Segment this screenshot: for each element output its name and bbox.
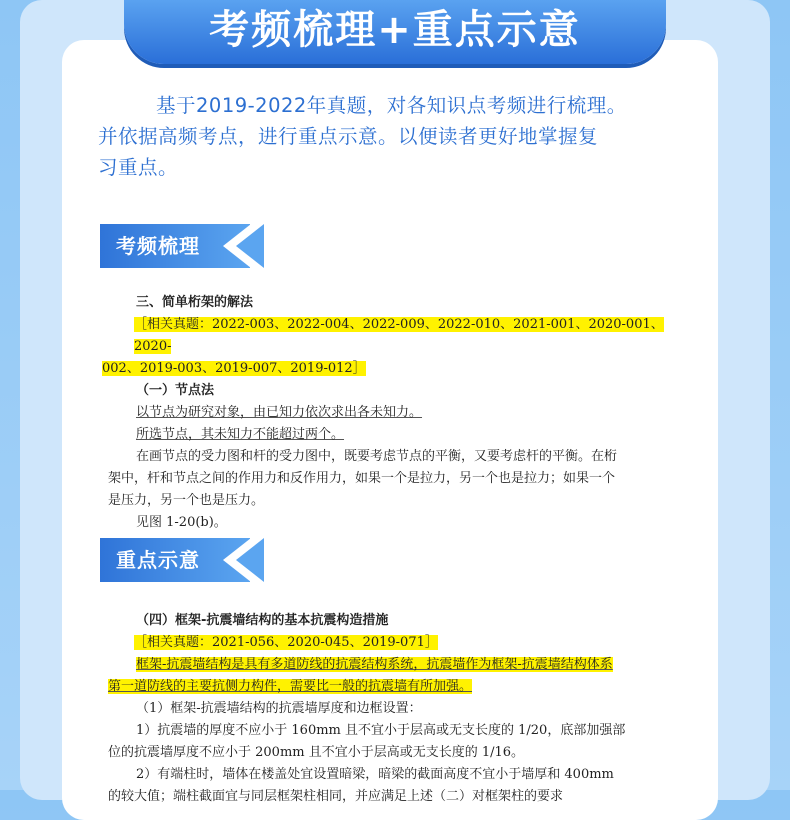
item-2a: 1）抗震墙的厚度不应小于 160mm 且不宜小于层高或无支长度的 1/20，底部加强部 [136, 723, 626, 738]
section2-heading: （四）框架-抗震墙结构的基本抗震构造措施 [136, 613, 389, 628]
intro-text [98, 90, 698, 183]
section1-subheading: （一）节点法 [136, 383, 215, 398]
item-3: 2）有端柱时，墙体在楼盖处宜设置暗梁，暗梁的截面高度不宜小于墙厚和 400mm [136, 767, 614, 782]
tag-key-points-label: 重点示意 [116, 548, 200, 572]
title-banner [124, 0, 666, 64]
doc-section-2 [108, 610, 688, 808]
banner-title: 考频梳理+重点示意 [209, 7, 581, 53]
intro-line-1: 基于2019-2022年真题，对各知识点考频进行梳理。 [156, 94, 627, 117]
intro-line-2: 并依据高频考点，进行重点示意。以便读者更好地掌握复 [98, 125, 599, 148]
tag-key-points [100, 538, 252, 582]
item-2b: 位的抗震墙厚度不应小于 200mm 且不宜小于层高或无支长度的 1/16。 [108, 745, 525, 760]
highlight-line-2: 第一道防线的主要抗侧力构件，需要比一般的抗震墙有所加强。 [108, 679, 473, 694]
para-4: 见图 1-20(b)。 [136, 515, 227, 530]
item-4: 的较大值；端柱截面宜与同层框架柱相同，并应满足上述（二）对框架柱的要求 [108, 789, 564, 804]
para-2: 架中，杆和节点之间的作用力和反作用力，如果一个是拉力，另一个也是拉力；如果一个 [108, 471, 616, 486]
exam-ref-1: ［相关真题：2022-003、2022-004、2022-009、2022-010、2021-001、2020-001、2020- [134, 317, 664, 354]
para-1: 在画节点的受力图和杆的受力图中，既要考虑节点的平衡，又要考虑杆的平衡。在桁 [136, 449, 618, 464]
highlight-line-1: 框架-抗震墙结构是具有多道防线的抗震结构系统，抗震墙作为框架-抗震墙结构体系 [136, 657, 613, 672]
underline-2: 所选节点，其未知力不能超过两个。 [136, 427, 345, 442]
section1-heading: 三、简单桁架的解法 [136, 295, 254, 310]
doc-section-1 [102, 292, 688, 534]
intro-line-3: 习重点。 [98, 156, 179, 179]
tag-frequency [100, 224, 252, 268]
item-1: （1）框架-抗震墙结构的抗震墙厚度和边框设置： [136, 701, 422, 716]
para-3: 是压力，另一个也是压力。 [108, 493, 265, 508]
tag-frequency-label: 考频梳理 [116, 234, 200, 258]
exam-ref-3: ［相关真题：2021-056、2020-045、2019-071］ [134, 635, 438, 650]
exam-ref-2: 002、2019-003、2019-007、2019-012］ [102, 361, 366, 376]
underline-1: 以节点为研究对象，由已知力依次求出各未知力。 [136, 405, 423, 420]
